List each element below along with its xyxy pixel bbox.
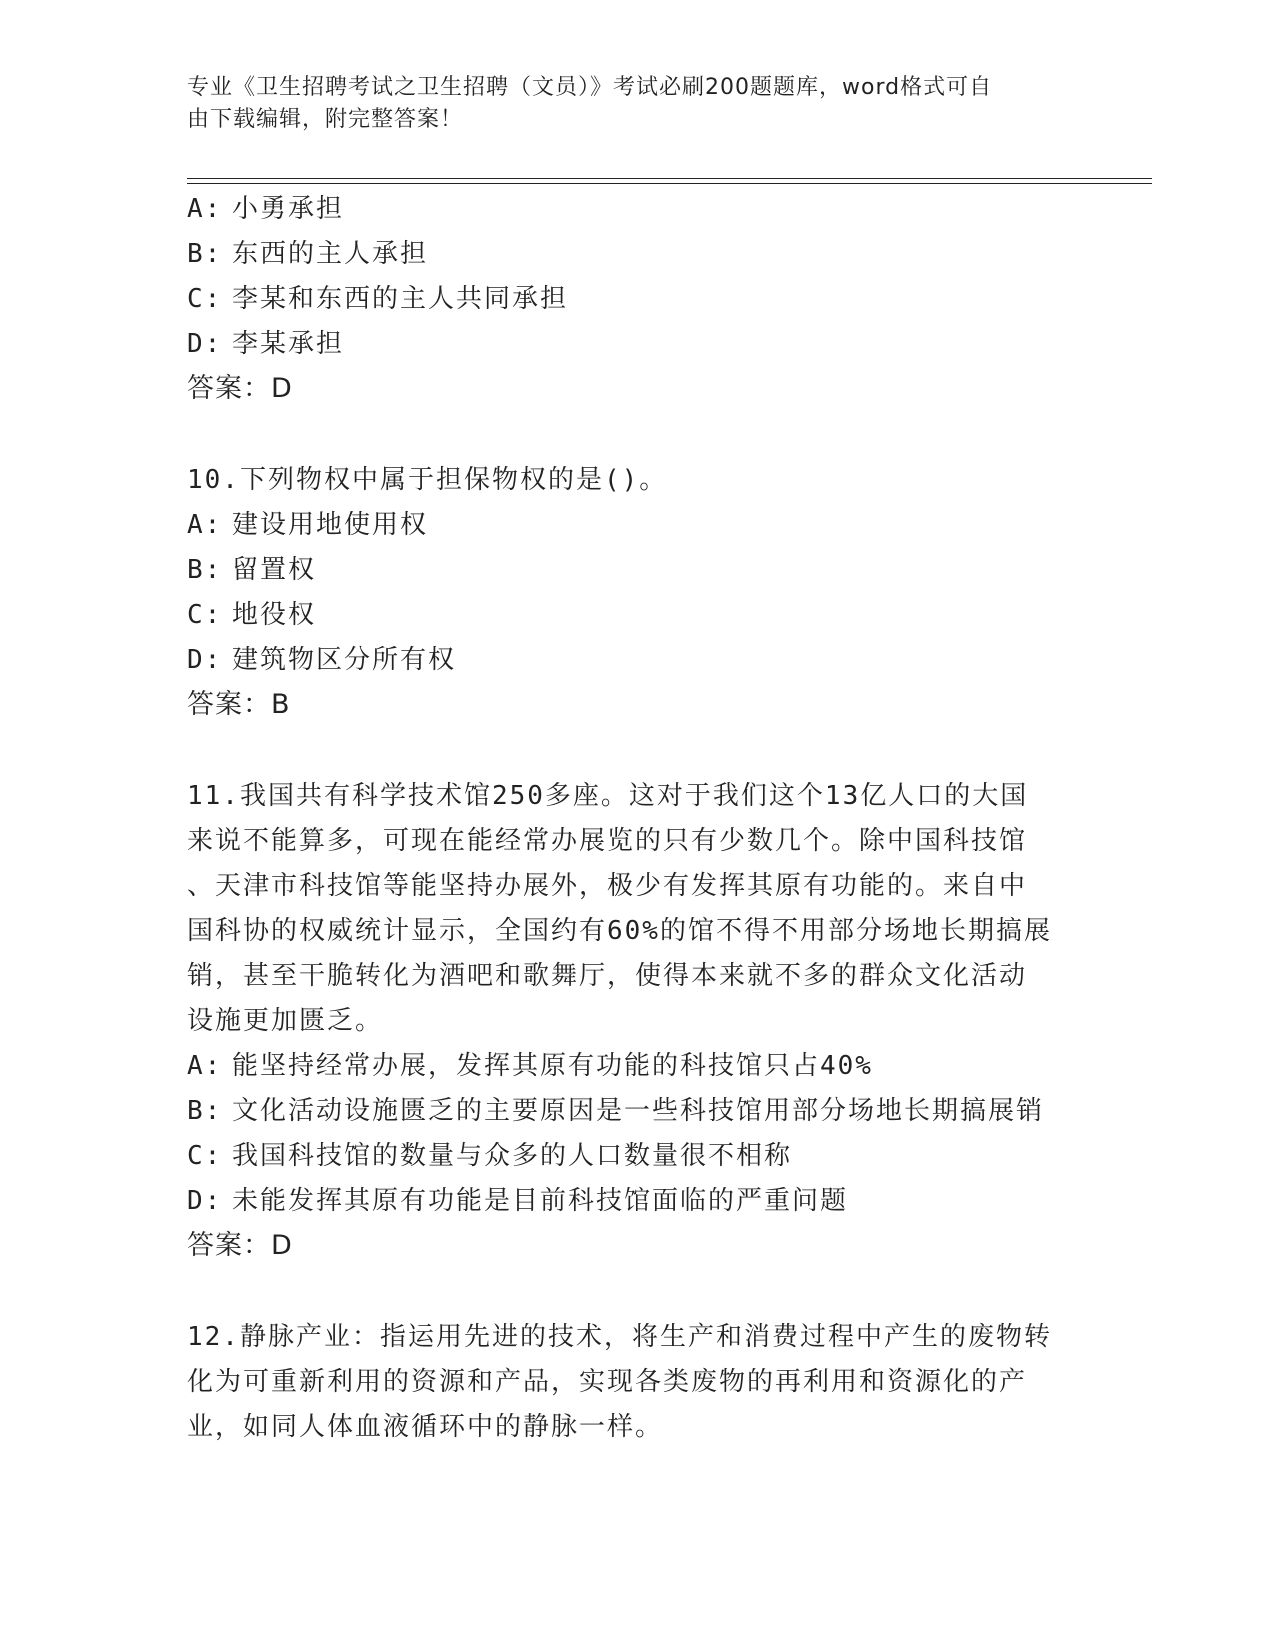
q10-option-b [187,547,316,593]
header-line-2: 由下载编辑，附完整答案！ [187,107,464,132]
option-label: D: [187,645,223,675]
page-header [187,72,1067,136]
q11-stem-line: 来说不能算多，可现在能经常办展览的只有少数几个。除中国科技馆 [187,826,1028,856]
option-label: B: [187,1096,223,1126]
option-text: 地役权 [232,600,317,630]
q9-option-c [187,276,568,322]
option-label: A: [187,194,223,224]
option-label: A: [187,1051,223,1081]
header-divider-bottom [187,183,1152,184]
q10-option-d [187,637,456,683]
header-line-1: 专业《卫生招聘考试之卫生招聘（文员）》考试必刷200题题库，word格式可自 [187,75,993,100]
option-text: 东西的主人承担 [232,239,429,269]
option-label: C: [187,284,223,314]
q9-option-d [187,321,344,367]
option-text: 留置权 [232,555,317,585]
option-label: B: [187,555,223,585]
q11-stem-line: 、天津市科技馆等能坚持办展外，极少有发挥其原有功能的。来自中 [187,871,1028,901]
q10-option-c [187,592,316,638]
q10-stem: 10.下列物权中属于担保物权的是()。 [187,465,668,495]
option-label: D: [187,329,223,359]
option-text: 李某和东西的主人共同承担 [232,284,569,314]
option-label: C: [187,1141,223,1171]
option-text: 未能发挥其原有功能是目前科技馆面临的严重问题 [232,1186,849,1216]
option-text: 文化活动设施匮乏的主要原因是一些科技馆用部分场地长期搞展销 [232,1096,1045,1126]
option-label: B: [187,239,223,269]
option-text: 小勇承担 [232,194,345,224]
q11-option-b [187,1088,1044,1134]
q9-option-b [187,231,428,277]
option-label: A: [187,510,223,540]
option-text: 我国科技馆的数量与众多的人口数量很不相称 [232,1141,793,1171]
q9-option-a [187,186,344,232]
q11-option-a [187,1043,873,1089]
q12-stem-line: 业，如同人体血液循环中的静脉一样。 [187,1412,664,1442]
option-text: 李某承担 [232,329,345,359]
q11-stem-line: 销，甚至干脆转化为酒吧和歌舞厅，使得本来就不多的群众文化活动 [187,961,1028,991]
option-label: C: [187,600,223,630]
q12-stem-line: 化为可重新利用的资源和产品，实现各类废物的再利用和资源化的产 [187,1367,1028,1397]
q10-option-a [187,502,428,548]
q11-stem-line: 国科协的权威统计显示，全国约有60%的馆不得不用部分场地长期搞展 [187,916,1052,946]
q11-option-d [187,1178,848,1224]
q9-answer: 答案：D [187,373,293,404]
option-text: 建筑物区分所有权 [232,645,457,675]
q11-answer: 答案：D [187,1230,293,1261]
option-text: 能坚持经常办展，发挥其原有功能的科技馆只占40% [232,1051,873,1081]
q11-stem-line: 11.我国共有科学技术馆250多座。这对于我们这个13亿人口的大国 [187,781,1029,811]
q12-stem-line: 12.静脉产业：指运用先进的技术，将生产和消费过程中产生的废物转 [187,1322,1052,1352]
q11-stem-line: 设施更加匮乏。 [187,1006,384,1036]
q10-answer: 答案：B [187,689,291,720]
q11-option-c [187,1133,792,1179]
option-label: D: [187,1186,223,1216]
header-divider-top [187,178,1152,179]
option-text: 建设用地使用权 [232,510,429,540]
